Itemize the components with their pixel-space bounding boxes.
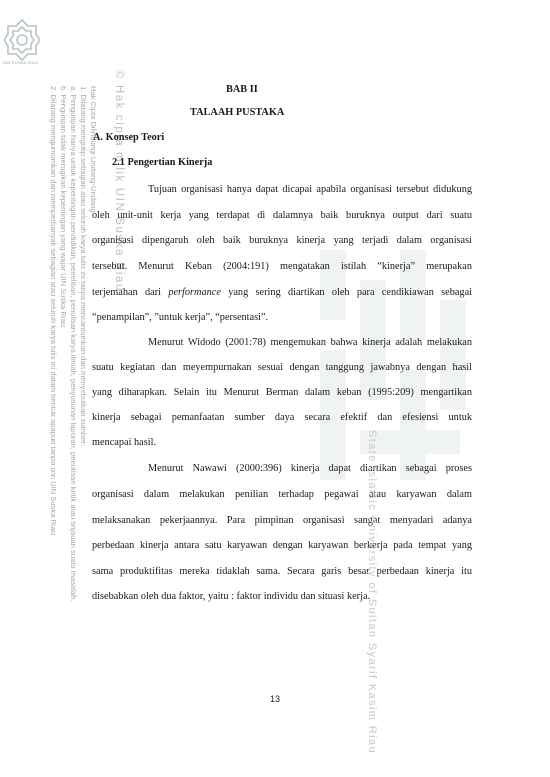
watermark-note: Hak Cipta Dilindungi Undang-Undang [89,86,98,213]
italic-term: performance [168,287,221,298]
paragraph-line: tersebut. Menurut Keban (2004:191) mengatakan istilah “kinerja” merupakan [92,261,472,272]
watermark-note: 2. Dilarang mengumumkan dan memperbanyak sebagian atau seluruh karya tulis ini dalam bentuk apapun tanpa izin UIN Suska Riau. [49,86,58,538]
watermark-notes [48,86,98,601]
paragraph-line: disebabkan oleh dua faktor, yaitu : faktor individu dan situasi kerja. [92,591,371,602]
paragraph-line: suatu kegiatan dan meyempurnakan sesuai dengan tanggung jawabnya dengan hasil [92,362,472,373]
chapter-title: TALAAH PUSTAKA [190,107,285,118]
paragraph-line: kinerja sebagai pemanfaatan sumber daya secara efektif dan efesiensi untuk [92,412,472,423]
university-logo-icon [4,18,40,62]
paragraph-line: perbedaan kinerja antara satu karyawan dengan karyawan berkerja pada tempat yang [92,540,472,551]
paragraph-line: organisasi dipengaruh oleh baik buruknya kinerja yang terjadi dalam organisasi [92,235,472,246]
page-number: 13 [269,694,280,704]
paragraph-line: sama produktifitas mereka tidaklah sama. Secara garis besar perbedaan kinerja itu [92,566,472,577]
paragraph-line: “penampilan”, ”untuk kerja”, “persentasi”. [92,312,269,323]
chapter-number: BAB II [226,84,258,95]
watermark-note: b. Pengutipan tidak merugikan kepentingan yang wajar UIN Suska Riau. [59,86,68,330]
paragraph-line: Menurut Widodo (2001:78) mengemukan bahwa kinerja adalah melakukan [148,337,472,348]
section-heading: A. Konsep Teori [93,132,165,143]
paragraph-line: terjemahan dari performance yang sering diartikan oleh para cendikiawan sebagai [92,287,472,298]
subsection-heading: 2.1 Pengertian Kinerja [112,157,213,168]
watermark-note: 1. Dilarang mengutip sebagian atau seluruh karya tulis ini tanpa mencantumkan dan menyebutkan sumber: [79,86,88,447]
paragraph-line: Menurut Nawawi (2000:396) kinerja dapat diartikan sebagai proses [148,463,472,474]
paragraph-line: yang diharapkan. Selain itu Menurut Berman dalam keban (1995:209) mengartikan [92,387,472,398]
paragraph-line: oleh unit-unit kerja yang terdapat di dalamnya baik buruknya output dari suatu [92,210,472,221]
paragraph-line: Tujuan organisasi hanya dapat dicapai apabila organisasi tersebut didukung [148,184,472,195]
paragraph-line: melaksanakan pekerjaannya. Para pimpinan organisasi sangat menyadari adanya [92,515,472,526]
paragraph-line: mencapai hasil. [92,437,157,448]
paragraph-line: organisasi dalam melakukan penilian terhadap pegawai atau karyawan dalam [92,489,472,500]
watermark-university-name: State Islamic University of Sultan Syarif Kasim Riau [366,430,378,755]
watermark-copyright-text: © Hak cipta milik UIN Suska Riau [113,70,125,292]
logo-caption: UIN SUSKA RIAU [3,60,38,65]
watermark-note: a. Pengutipan hanya untuk kepentingan pendidikan, penelitian, penulisan karya ilmiah, penyusunan laporan, penulisan kritik atau tinjauan suatu masalah. [69,86,78,602]
